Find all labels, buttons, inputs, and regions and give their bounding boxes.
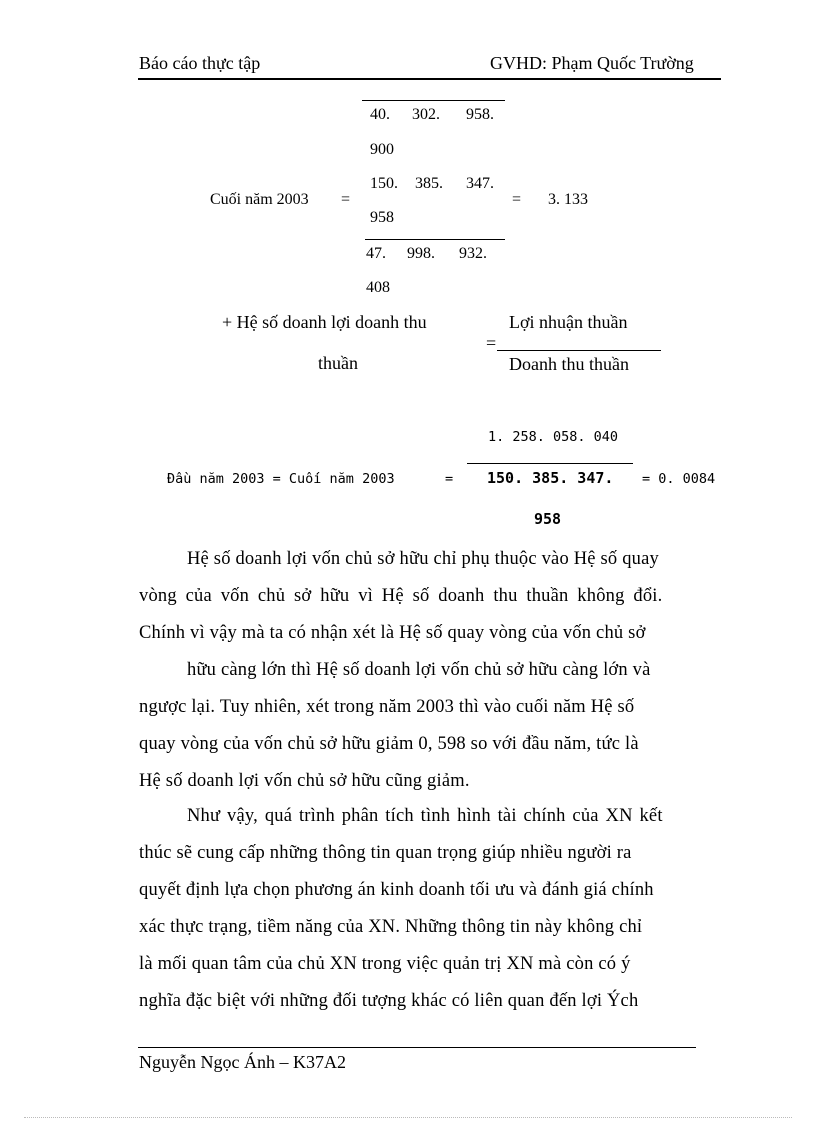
page-edge-dots [24,1117,792,1118]
formula1-den-part: 932. [459,245,487,262]
paragraph-line: Như vậy, quá trình phân tích tình hình tài chính của XN kết [187,806,663,826]
formula1-num-part: 40. [370,106,390,123]
formula1-eq1: = [341,191,351,208]
header-right: GVHD: Phạm Quốc Trường [490,53,694,73]
paragraph-line: quyết định lựa chọn phương án kinh doanh tối ưu và đánh giá chính [139,880,654,900]
formula1-numerator-cont: 900 [370,141,394,158]
formula3-eq: = [445,471,454,487]
formula1-numerator [370,106,494,124]
formula1-middle [370,175,494,193]
formula2-label-line1: + Hệ số doanh lợi doanh thu [222,312,427,332]
paragraph-line: là mối quan tâm của chủ XN trong việc quản trị XN mà còn có ý [139,954,631,974]
formula1-mid-part: 150. [370,175,398,192]
paragraph-line: Hệ số doanh lợi vốn chủ sở hữu cũng giảm. [139,771,470,791]
footer-rule [138,1047,696,1048]
paragraph-line: Hệ số doanh lợi vốn chủ sở hữu chỉ phụ thuộc vào Hệ số quay [187,549,659,569]
formula1-den-part: 998. [407,245,435,262]
formula1-label: Cuối năm 2003 [210,191,309,208]
header-left: Báo cáo thực tập [139,53,261,73]
paragraph-line: ngược lại. Tuy nhiên, xét trong năm 2003 thì vào cuối năm Hệ số [139,697,635,717]
formula1-num-part: 302. [412,106,440,123]
formula3-denominator: 150. 385. 347. [487,469,614,487]
formula1-num-part: 958. [466,106,494,123]
formula2-label-line2: thuần [318,353,358,373]
footer-author: Nguyễn Ngọc Ánh – K37A2 [139,1052,346,1072]
formula2-denominator: Doanh thu thuần [509,354,629,374]
formula3-denominator-cont: 958 [534,510,562,528]
formula1-fraction-bar [365,239,505,240]
formula1-denominator-cont: 408 [366,279,390,296]
formula3-numerator: 1. 258. 058. 040 [488,429,619,445]
formula1-mid-part: 385. [415,175,443,192]
formula1-denominator [366,245,487,263]
paragraph-line: nghĩa đặc biệt với những đối tượng khác có liên quan đến lợi Ých [139,991,639,1011]
formula1-eq2: = [512,191,522,208]
formula1-den-part: 47. [366,245,386,262]
formula1-mid-part: 347. [466,175,494,192]
formula2-numerator: Lợi nhuận thuần [509,312,628,332]
paragraph-line: vòng của vốn chủ sở hữu vì Hệ số doanh thu thuần không đổi. [139,586,663,606]
paragraph-line: xác thực trạng, tiềm năng của XN. Những thông tin này không chỉ [139,917,643,937]
paragraph-line: hữu càng lớn thì Hệ số doanh lợi vốn chủ sở hữu càng lớn và [187,660,651,680]
formula1-middle-cont: 958 [370,209,394,226]
formula2-eq: = [486,333,497,353]
paragraph-line: quay vòng của vốn chủ sở hữu giảm 0, 598 so với đầu năm, tức là [139,734,639,754]
header-rule [138,78,721,80]
formula2-fraction-bar [497,350,661,351]
formula3-label: Đầu năm 2003 = Cuối năm 2003 [167,471,395,487]
formula3-result: = 0. 0084 [642,471,716,487]
paragraph-line: thúc sẽ cung cấp những thông tin quan trọng giúp nhiều người ra [139,843,632,863]
formula1-top-rule [362,100,505,101]
paragraph-line: Chính vì vậy mà ta có nhận xét là Hệ số quay vòng của vốn chủ sở [139,623,646,643]
formula3-fraction-bar [467,463,633,464]
formula1-result: 3. 133 [548,191,588,208]
